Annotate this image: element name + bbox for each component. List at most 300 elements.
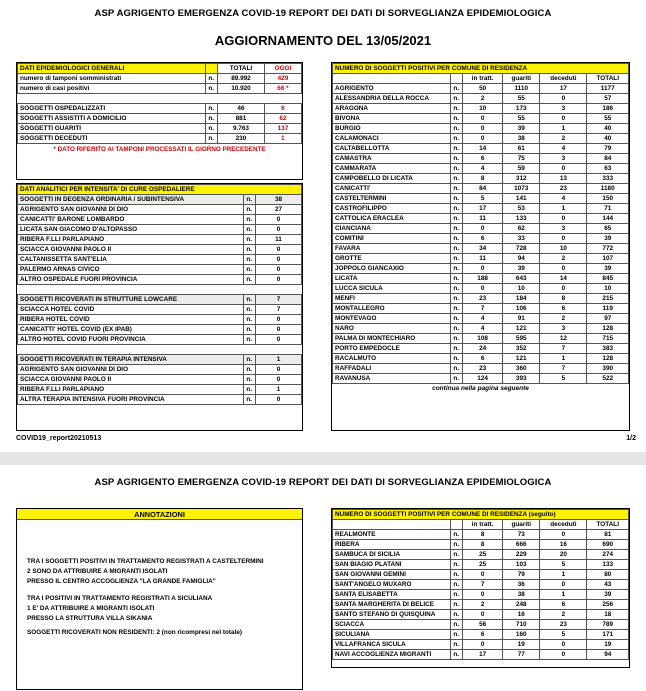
intensity-row-value: 38: [256, 195, 302, 205]
municipal2-n: n.: [451, 610, 463, 620]
municipal2-in-treatment: 17: [463, 650, 503, 660]
municipal2-row: [333, 610, 629, 620]
municipal-municipality: RAVANUSA: [333, 374, 451, 384]
municipal-n: n.: [451, 184, 463, 194]
intensity-row-n: n.: [244, 295, 256, 305]
municipal-row: [333, 214, 629, 224]
municipal-recovered: 728: [503, 244, 540, 254]
municipal-n: n.: [451, 374, 463, 384]
general-data-note: * DATO RIFERITO AI TAMPONI PROCESSATI IL GIORNO PRECEDENTE: [53, 146, 266, 153]
municipal-municipality: CAMMARATA: [333, 164, 451, 174]
municipal-deceased: 1: [540, 124, 587, 134]
municipal-n: n.: [451, 324, 463, 334]
municipal-in-treatment: 7: [463, 304, 503, 314]
municipal-total: 715: [587, 334, 629, 344]
municipal-municipality: RAFFADALI: [333, 364, 451, 374]
page-divider: [0, 452, 646, 465]
general-row-today: 137: [264, 124, 301, 134]
intensity-row-n: n.: [244, 215, 256, 225]
municipal-row: [333, 184, 629, 194]
intensity-row-label: ALTRA TERAPIA INTENSIVA FUORI PROVINCIA: [18, 395, 244, 405]
municipal-total: 97: [587, 314, 629, 324]
municipal2-deceased: 1: [540, 590, 587, 600]
municipal-municipality: FAVARA: [333, 244, 451, 254]
municipal-municipality: AGRIGENTO: [333, 84, 451, 94]
municipal-total: 383: [587, 344, 629, 354]
intensity-row-label: AGRIGENTO SAN GIOVANNI DI DIO: [18, 365, 244, 375]
municipal2-col-header: TOTALI: [587, 520, 629, 530]
intensity-row-n: n.: [244, 245, 256, 255]
municipal2-deceased: 20: [540, 550, 587, 560]
municipal-n: n.: [451, 304, 463, 314]
municipal2-total: 256: [587, 600, 629, 610]
municipal-deceased: 3: [540, 324, 587, 334]
municipal-total: 333: [587, 174, 629, 184]
municipal2-in-treatment: 7: [463, 580, 503, 590]
municipal-recovered: 184: [503, 294, 540, 304]
municipal2-total: 19: [587, 640, 629, 650]
municipal2-col-header: guariti: [503, 520, 540, 530]
general-data-box: [16, 62, 303, 180]
continue-note: continua nella pagina seguente: [432, 385, 529, 392]
municipal-total: 39: [587, 234, 629, 244]
municipal2-row: [333, 550, 629, 560]
municipal-recovered: 133: [503, 214, 540, 224]
intensity-row: [18, 315, 302, 325]
municipal-in-treatment: 17: [463, 204, 503, 214]
municipal-total: 119: [587, 304, 629, 314]
general-row-label: SOGGETTI GUARITI: [18, 124, 206, 134]
municipal-deceased: 6: [540, 304, 587, 314]
general-row-total: 881: [218, 114, 265, 124]
municipal-recovered: 33: [503, 234, 540, 244]
intensity-row-n: n.: [244, 365, 256, 375]
municipal2-title: NUMERO DI SOGGETTI POSITIVI PER COMUNE DI RESIDENZA (seguito): [333, 510, 629, 520]
municipal-in-treatment: 14: [463, 144, 503, 154]
intensity-row-n: n.: [244, 255, 256, 265]
municipal2-recovered: 160: [503, 630, 540, 640]
report-filename: COVID19_report20210513: [16, 435, 102, 442]
municipal2-in-treatment: 0: [463, 570, 503, 580]
municipal-row: [333, 244, 629, 254]
municipal-n: n.: [451, 134, 463, 144]
intensity-header-row: [18, 185, 302, 195]
intensity-row-value: 0: [256, 375, 302, 385]
municipal2-n: n.: [451, 560, 463, 570]
municipal-deceased: 23: [540, 184, 587, 194]
municipal-recovered: 643: [503, 274, 540, 284]
municipal-recovered: 141: [503, 194, 540, 204]
municipal-deceased: 5: [540, 374, 587, 384]
hospital-intensity-table: [17, 184, 302, 405]
general-row-n: n.: [206, 134, 218, 144]
municipal2-row: [333, 540, 629, 550]
municipal-deceased: 3: [540, 224, 587, 234]
municipal-positives-table: [332, 63, 629, 384]
municipal2-deceased: 5: [540, 630, 587, 640]
municipal-n: n.: [451, 224, 463, 234]
municipal-municipality: CALAMONACI: [333, 134, 451, 144]
municipal-col-header: deceduti: [540, 74, 587, 84]
municipal-row: [333, 204, 629, 214]
municipal-deceased: 0: [540, 164, 587, 174]
intensity-row-value: 1: [256, 385, 302, 395]
municipal2-in-treatment: 0: [463, 640, 503, 650]
intensity-group-header: [18, 355, 302, 365]
municipal2-recovered: 38: [503, 590, 540, 600]
general-row: [18, 104, 302, 114]
municipal-row: [333, 154, 629, 164]
municipal-total: 79: [587, 144, 629, 154]
intensity-row-n: n.: [244, 325, 256, 335]
municipal-n: n.: [451, 264, 463, 274]
municipal2-total: 274: [587, 550, 629, 560]
general-row-label: numero di casi positivi: [18, 84, 206, 94]
municipal-recovered: 1110: [503, 84, 540, 94]
municipal-recovered: 360: [503, 364, 540, 374]
municipal2-row: [333, 590, 629, 600]
municipal-municipality: GROTTE: [333, 254, 451, 264]
intensity-row-value: 0: [256, 335, 302, 345]
intensity-row-label: SOGGETTI RICOVERATI IN STRUTTURE LOWCARE: [18, 295, 244, 305]
municipal-in-treatment: 0: [463, 264, 503, 274]
intensity-row: [18, 375, 302, 385]
municipal-blank-n: [451, 74, 463, 84]
municipal-recovered: 91: [503, 314, 540, 324]
municipal2-deceased: 0: [540, 650, 587, 660]
hospital-intensity-box: [16, 183, 303, 431]
municipal-title: NUMERO DI SOGGETTI POSITIVI PER COMUNE DI RESIDENZA: [333, 64, 629, 74]
general-row-n: n.: [206, 84, 218, 94]
municipal2-municipality: SICULIANA: [333, 630, 451, 640]
municipal2-row: [333, 640, 629, 650]
spacer: [18, 94, 302, 104]
municipal2-recovered: 248: [503, 600, 540, 610]
intensity-row-value: 0: [256, 265, 302, 275]
municipal-row: [333, 274, 629, 284]
municipal2-n: n.: [451, 570, 463, 580]
municipal-n: n.: [451, 274, 463, 284]
municipal2-municipality: SANTO STEFANO DI QUISQUINA: [333, 610, 451, 620]
municipal2-total: 18: [587, 610, 629, 620]
municipal-n: n.: [451, 84, 463, 94]
municipal2-deceased: 16: [540, 540, 587, 550]
municipal-municipality: MONTALLEGRO: [333, 304, 451, 314]
page-number: 1/2: [626, 435, 636, 442]
municipal-in-treatment: 124: [463, 374, 503, 384]
municipal-n: n.: [451, 194, 463, 204]
municipal-municipality: CIANCIANA: [333, 224, 451, 234]
municipal-recovered: 173: [503, 104, 540, 114]
general-row-today: 1: [264, 134, 301, 144]
general-row-today: 429: [264, 74, 301, 84]
municipal2-municipality: SAMBUCA DI SICILIA: [333, 550, 451, 560]
municipal-in-treatment: 108: [463, 334, 503, 344]
municipal-municipality: CATTOLICA ERACLEA: [333, 214, 451, 224]
municipal-row: [333, 224, 629, 234]
general-row-label: numero di tamponi somministrati: [18, 74, 206, 84]
municipal-deceased: 1: [540, 204, 587, 214]
intensity-row: [18, 305, 302, 315]
update-date-title: AGGIORNAMENTO DEL 13/05/2021: [214, 33, 432, 48]
intensity-row: [18, 255, 302, 265]
municipal-deceased: 0: [540, 114, 587, 124]
municipal-row: [333, 84, 629, 94]
municipal2-n: n.: [451, 630, 463, 640]
municipal-row: [333, 144, 629, 154]
spacer-row: [18, 94, 302, 104]
municipal-municipality: LICATA: [333, 274, 451, 284]
municipal2-deceased: 6: [540, 600, 587, 610]
municipal-row: [333, 134, 629, 144]
municipal2-deceased: 5: [540, 560, 587, 570]
municipal-municipality: BURGIO: [333, 124, 451, 134]
municipal-recovered: 75: [503, 154, 540, 164]
municipal2-row: [333, 650, 629, 660]
municipal-municipality: LUCCA SICULA: [333, 284, 451, 294]
municipal-municipality: PORTO EMPEDOCLE: [333, 344, 451, 354]
municipal-recovered: 59: [503, 164, 540, 174]
municipal-row: [333, 354, 629, 364]
general-row-label: SOGGETTI OSPEDALIZZATI: [18, 104, 206, 114]
municipal-col-header-row: [333, 74, 629, 84]
intensity-row-n: n.: [244, 315, 256, 325]
municipal-municipality: JOPPOLO GIANCAXIO: [333, 264, 451, 274]
intensity-row-n: n.: [244, 265, 256, 275]
municipal2-deceased: 0: [540, 530, 587, 540]
municipal-in-treatment: 11: [463, 214, 503, 224]
municipal-in-treatment: 24: [463, 344, 503, 354]
municipal-total: 63: [587, 164, 629, 174]
municipal-deceased: 2: [540, 254, 587, 264]
municipal-n: n.: [451, 154, 463, 164]
general-title: DATI EPIDEMIOLOGICI GENERALI: [18, 64, 206, 74]
intensity-row: [18, 395, 302, 405]
annotations-title: ANNOTAZIONI: [17, 509, 302, 520]
intensity-row-value: 0: [256, 225, 302, 235]
intensity-row-n: n.: [244, 335, 256, 345]
municipal-total: 39: [587, 264, 629, 274]
municipal2-n: n.: [451, 650, 463, 660]
report-header-2: ASP AGRIGENTO EMERGENZA COVID-19 REPORT DEI DATI DI SORVEGLIANZA EPIDEMIOLOGICA: [94, 477, 552, 488]
municipal-in-treatment: 6: [463, 234, 503, 244]
municipal-in-treatment: 34: [463, 244, 503, 254]
intensity-row-n: n.: [244, 275, 256, 285]
municipal2-n: n.: [451, 550, 463, 560]
municipal2-total: 81: [587, 530, 629, 540]
col-total-header: TOTALI: [218, 64, 265, 74]
annotations-box: [16, 508, 303, 690]
general-row-n: n.: [206, 124, 218, 134]
intensity-row-label: ALTRO OSPEDALE FUORI PROVINCIA: [18, 275, 244, 285]
intensity-row-label: SCIACCA GIOVANNI PAOLO II: [18, 375, 244, 385]
municipal-deceased: 13: [540, 174, 587, 184]
report-header: ASP AGRIGENTO EMERGENZA COVID-19 REPORT DEI DATI DI SORVEGLIANZA EPIDEMIOLOGICA: [94, 8, 552, 19]
municipal-municipality: CASTROFILIPPO: [333, 204, 451, 214]
municipal-in-treatment: 0: [463, 284, 503, 294]
municipal-row: [333, 254, 629, 264]
general-row-today: 62: [264, 114, 301, 124]
municipal-deceased: 3: [540, 154, 587, 164]
municipal-in-treatment: 8: [463, 174, 503, 184]
municipal2-municipality: NAVI ACCOGLIENZA MIGRANTI: [333, 650, 451, 660]
spacer-row: [18, 345, 302, 355]
municipal-deceased: 12: [540, 334, 587, 344]
annotation-non-residents: SOGGETTI RICOVERATI NON RESIDENTI: 2 (non ricompresi nel totale): [27, 629, 243, 636]
municipal2-in-treatment: 2: [463, 600, 503, 610]
municipal-recovered: 55: [503, 94, 540, 104]
municipal-total: 128: [587, 324, 629, 334]
municipal2-blank-n: [451, 520, 463, 530]
municipal-row: [333, 364, 629, 374]
general-row: [18, 84, 302, 94]
municipal-total: 84: [587, 154, 629, 164]
municipal-recovered: 10: [503, 284, 540, 294]
municipal-in-treatment: 6: [463, 354, 503, 364]
municipal-deceased: 0: [540, 264, 587, 274]
intensity-title: DATI ANALITICI PER INTENSITA' DI CURE OSPEDALIERE: [18, 185, 302, 195]
municipal-n: n.: [451, 114, 463, 124]
municipal-total: 772: [587, 244, 629, 254]
intensity-group-header: [18, 195, 302, 205]
general-row-today: 66 *: [264, 84, 301, 94]
municipal-recovered: 106: [503, 304, 540, 314]
municipal-recovered: 61: [503, 144, 540, 154]
intensity-row-value: 0: [256, 245, 302, 255]
municipal-n: n.: [451, 204, 463, 214]
municipal-recovered: 121: [503, 324, 540, 334]
municipal2-deceased: 1: [540, 570, 587, 580]
intensity-row-n: n.: [244, 355, 256, 365]
municipal2-title-row: [333, 510, 629, 520]
municipal2-municipality: VILLAFRANCA SICULA: [333, 640, 451, 650]
municipal-in-treatment: 11: [463, 254, 503, 264]
municipal2-recovered: 19: [503, 640, 540, 650]
municipal2-col-header: in tratt.: [463, 520, 503, 530]
intensity-row-value: 0: [256, 315, 302, 325]
municipal-total: 128: [587, 354, 629, 364]
municipal-n: n.: [451, 254, 463, 264]
municipal2-row: [333, 560, 629, 570]
municipal-municipality: CAMPOBELLO DI LICATA: [333, 174, 451, 184]
municipal2-row: [333, 580, 629, 590]
intensity-row-label: SOGGETTI RICOVERATI IN TERAPIA INTENSIVA: [18, 355, 244, 365]
municipal2-municipality: RIBERA: [333, 540, 451, 550]
municipal-col-header: in tratt.: [463, 74, 503, 84]
general-row-total: 10.920: [218, 84, 265, 94]
municipal2-row: [333, 530, 629, 540]
municipal-total: 40: [587, 124, 629, 134]
municipal-in-treatment: 0: [463, 224, 503, 234]
municipal-in-treatment: 10: [463, 104, 503, 114]
intensity-row-label: LICATA SAN GIACOMO D'ALTOPASSO: [18, 225, 244, 235]
municipal-total: 40: [587, 134, 629, 144]
municipal-row: [333, 234, 629, 244]
intensity-group-header: [18, 295, 302, 305]
intensity-row: [18, 215, 302, 225]
municipal-row: [333, 324, 629, 334]
municipal-row: [333, 174, 629, 184]
municipal-in-treatment: 0: [463, 134, 503, 144]
municipal2-total: 690: [587, 540, 629, 550]
municipal-n: n.: [451, 294, 463, 304]
municipal-deceased: 10: [540, 244, 587, 254]
municipal-recovered: 53: [503, 204, 540, 214]
municipal-total: 65: [587, 224, 629, 234]
municipal2-total: 94: [587, 650, 629, 660]
municipal-recovered: 38: [503, 134, 540, 144]
municipal-in-treatment: 23: [463, 294, 503, 304]
municipal2-in-treatment: 8: [463, 530, 503, 540]
municipal2-total: 43: [587, 580, 629, 590]
municipal-n: n.: [451, 354, 463, 364]
general-data-table: [17, 63, 302, 144]
intensity-row-n: n.: [244, 235, 256, 245]
municipal2-municipality: SCIACCA: [333, 620, 451, 630]
intensity-row: [18, 275, 302, 285]
municipal-recovered: 595: [503, 334, 540, 344]
municipal-deceased: 0: [540, 214, 587, 224]
intensity-row: [18, 205, 302, 215]
intensity-row-label: RIBERA F.LLI PARLAPIANO: [18, 385, 244, 395]
municipal2-recovered: 16: [503, 610, 540, 620]
spacer: [18, 285, 302, 295]
municipal-row: [333, 264, 629, 274]
intensity-row-label: CANICATTI' BARONE LOMBARDO: [18, 215, 244, 225]
municipal-n: n.: [451, 284, 463, 294]
municipal2-total: 133: [587, 560, 629, 570]
spacer: [18, 345, 302, 355]
municipal2-n: n.: [451, 590, 463, 600]
municipal-total: 55: [587, 114, 629, 124]
intensity-row: [18, 225, 302, 235]
municipal-row: [333, 124, 629, 134]
municipal2-total: 80: [587, 570, 629, 580]
municipal2-recovered: 79: [503, 570, 540, 580]
municipal-row: [333, 294, 629, 304]
report-page-2: [0, 465, 646, 691]
general-header-row: [18, 64, 302, 74]
intensity-row-n: n.: [244, 375, 256, 385]
municipal-in-treatment: 6: [463, 154, 503, 164]
municipal-municipality: ALESSANDRIA DELLA ROCCA: [333, 94, 451, 104]
municipal2-deceased: 0: [540, 580, 587, 590]
intensity-row-label: PALERMO ARNAS CIVICO: [18, 265, 244, 275]
municipal2-n: n.: [451, 530, 463, 540]
municipal-title-row: [333, 64, 629, 74]
municipal-row: [333, 164, 629, 174]
intensity-row: [18, 245, 302, 255]
municipal-in-treatment: 2: [463, 94, 503, 104]
municipal2-in-treatment: 0: [463, 590, 503, 600]
municipal2-deceased: 0: [540, 640, 587, 650]
intensity-row: [18, 325, 302, 335]
municipal-total: 1180: [587, 184, 629, 194]
municipal2-municipality: REALMONTE: [333, 530, 451, 540]
municipal2-municipality: SANTA ELISABETTA: [333, 590, 451, 600]
municipal2-row: [333, 570, 629, 580]
annotation-casteltermini: TRA I SOGGETTI POSITIVI IN TRATTAMENTO REGISTRATI A CASTELTERMINI 2 SONO DA ATTRIBUIRE A MIGRANTI ISOLATI PRESSO IL CENTRO ACCOGLIENZA "LA GRANDE FAMIGLIA": [27, 558, 264, 585]
municipal-n: n.: [451, 104, 463, 114]
municipal-in-treatment: 4: [463, 164, 503, 174]
intensity-row-label: AGRIGENTO SAN GIOVANNI DI DIO: [18, 205, 244, 215]
municipal-municipality: NARO: [333, 324, 451, 334]
municipal-total: 845: [587, 274, 629, 284]
municipal2-total: 789: [587, 620, 629, 630]
municipal-municipality: CASTELTERMINI: [333, 194, 451, 204]
general-n-col: [206, 64, 218, 74]
municipal2-in-treatment: 6: [463, 630, 503, 640]
